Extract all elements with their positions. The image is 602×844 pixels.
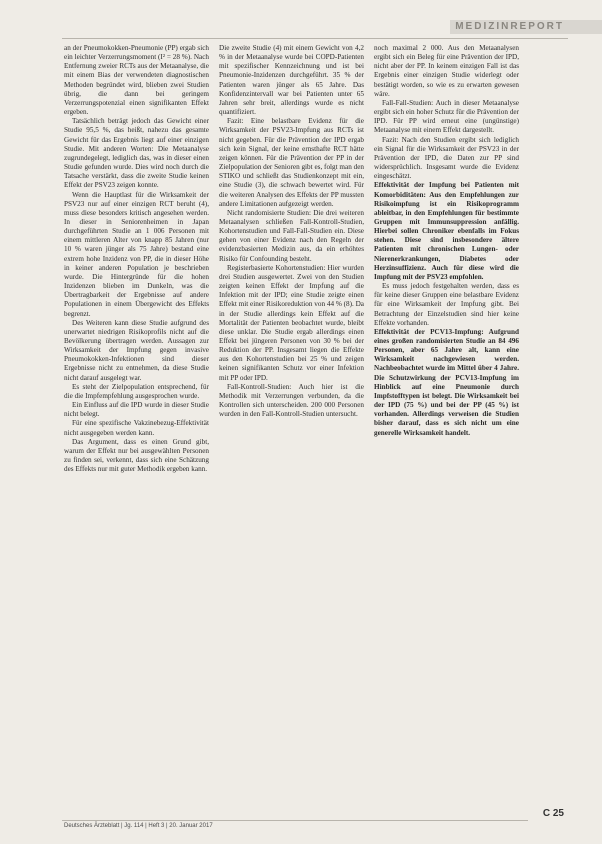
header-rule xyxy=(62,38,568,39)
text-column-1 xyxy=(64,44,209,474)
paragraph: Fall-Fall-Studien: Auch in dieser Metaanalyse ergibt sich ein hoher Schutz für die Prävention der IPD. Für PP wird erneut eine (ungünstige) Metaanalyse mit einem Effekt dargestellt. xyxy=(374,98,519,135)
paragraph: an der Pneumokokken-Pneumonie (PP) ergab sich ein leichter Verzerrungsmoment (I² = 28 %). Nach Entfernung zweier RCTs aus der Metaanalyse, die mit einem Bias der verwendeten diagnostischen Methoden begründet wird, blieben zwei Studien übrig, die dann bei geringem Verzerrungspotenzial einen signifikanten Effekt ergeben. xyxy=(64,44,209,117)
page-number: C 25 xyxy=(542,808,564,819)
paragraph: Fazit: Eine belastbare Evidenz für die Wirksamkeit der PSV23-Impfung aus RCTs ist nicht gegeben. Für die Prävention der IPD ergab sich kein Signal, der keine ernsthafte RCT hätte zeigen können. Für die Prävention der PP in der Zielpopulation der Senioren gibt es, folgt man den STIKO und schließt das Studienkonzept mit ein, eine Studie (3), die schwach bewertet wird. Für die weiteren Analysen des Effekts der PP mussten andere Limitationen aufgezeigt werden. xyxy=(219,117,364,208)
paragraph: Ein Einfluss auf die IPD wurde in dieser Studie nicht belegt. xyxy=(64,401,209,419)
paragraph: Nicht randomisierte Studien: Die drei weiteren Metaanalysen schließen Fall-Kontroll-Studien, Kohortenstudien und Fall-Fall-Studien ein. Diese gehen von einer Evidenz nach den Regeln der evidenzbasierten Medizin aus, da ein erhöhtes Risiko für Confounding besteht. xyxy=(219,208,364,263)
paragraph: Wenn die Hauptlast für die Wirksamkeit der PSV23 nur auf einer einzigen RCT beruht (4), muss diese besonders kritisch angesehen werden. In dieser in Seniorenheimen in Japan durchgeführten Studie an 1 006 Personen mit einem mittleren Alter von knapp 85 Jahren (nur 10 % waren jünger als 75 Jahre) bestand eine extrem hohe Inzidenz von PP, die in dieser Höhe in keiner anderen Population je beschrieben wurde. Die Hintergründe für die hohen Inzidenzen blieben im Dunkeln, was die Übertragbarkeit der Ergebnisse auf andere Populationen in einem Übergewicht des Effekts begrenzt. xyxy=(64,190,209,318)
section-title: MEDIZINREPORT xyxy=(455,21,564,32)
text-column-2 xyxy=(219,44,364,419)
paragraph: Des Weiteren kann diese Studie aufgrund des unerwartet niedrigen Risikoprofils nicht auf die Bevölkerung übertragen werden. Aussagen zur Wirksamkeit der Impfung gegen invasive Pneumokokken-Infektionen sind dieser Ergebnisse nicht zu entnehmen, da diese Studie nicht darauf ausgelegt war. xyxy=(64,318,209,382)
paragraph: Die zweite Studie (4) mit einem Gewicht von 4,2 % in der Metaanalyse wurde bei COPD-Patienten mit spezifischer Kennzeichnung und ist bei Pneumonie-Inzidenzen durchgeführt. 35 % der Patienten waren jünger als 65 Jahre. Das Konfidenzintervall war bei Patienten unter 65 Jahren sehr breit, allerdings wurde es nicht quantifiziert. xyxy=(219,44,364,117)
paragraph: Es steht der Zielpopulation entsprechend, für die die Impfempfehlung ausgesprochen wurde. xyxy=(64,382,209,400)
paragraph: Effektivität der Impfung bei Patienten mit Komorbiditäten: Aus den Empfehlungen zur Risikoimpfung ist ein Risikoprogramm ableitbar, in den Empfehlungen für bestimmte Gruppen mit Immunsuppression anfällig. Hierbei sollen Chroniker ebenfalls im Fokus stehen. Diese sind insbesondere ältere Patienten mit chronischen Lungen- oder Nierenerkrankungen, Diabetes oder Herzinsuffizienz. Auch für diese wird die Impfung mit der PSV23 empfohlen. xyxy=(374,181,519,281)
paragraph: Registerbasierte Kohortenstudien: Hier wurden drei Studien ausgewertet. Zwei von den Studien zeigten keinen Effekt der Impfung auf die Infektion mit der IPD; eine Studie zeigte einen Effekt mit einer Risikoreduktion von 44 % (8). Da in der Studie allerdings kein Effekt auf die Mortalität der Patienten beobachtet wurde, bleibt diese unklar. Die Studie ergab allerdings einen Effekt bei jüngeren Personen von 30 % bei der Reduktion der PP. Insgesamt liegen die Effekte aus den Kohortenstudien bei 25 % und zeigen keinen signifikanten Schutz vor einer Infektion mit PP oder IPD. xyxy=(219,263,364,382)
paragraph: Fazit: Nach den Studien ergibt sich lediglich ein Signal für die Wirksamkeit der PSV23 in der Prävention der IPD, die Daten zur PP sind widersprüchlich. Insgesamt wurde die Evidenz eingeschätzt. xyxy=(374,135,519,181)
paragraph: Fall-Kontroll-Studien: Auch hier ist die Methodik mit Verzerrungen verbunden, da die Kontrollen sich unterscheiden. 200 000 Personen wurden in den Fall-Kontroll-Studien untersucht. xyxy=(219,382,364,419)
paragraph: Effektivität der PCV13-Impfung: Aufgrund eines großen randomisierten Studie an 84 496 Personen, aber 65 Jahre alt, kann eine Wirksamkeit nachgewiesen werden. Nachbeobachtet wurde im Mittel über 4 Jahre. Die Schutzwirkung der PCV13-Impfung im Hinblick auf eine Pneumonie durch Impfstofftypen ist belegt. Die Wirksamkeit bei der IPD (75 %) und bei der PP (45 %) ist vorhanden. Allerdings verweisen die Studien bisher darauf, dass es sich nicht um eine generelle Wirksamkeit handelt. xyxy=(374,327,519,437)
footer-rule xyxy=(62,820,528,821)
text-column-3 xyxy=(374,44,519,438)
paragraph: Es muss jedoch festgehalten werden, dass es für keine dieser Gruppen eine belastbare Evidenz für eine Wirksamkeit der Impfung gibt. Bei Betrachtung der Einzelstudien sind hier keine Effekte vorhanden. xyxy=(374,282,519,327)
paragraph: Das Argument, dass es einen Grund gibt, warum der Effekt nur bei ausgewählten Personen zu finden sei, verkennt, dass sich eine Schätzung des Effekts nur mit guter Methodik ergeben kann. xyxy=(64,437,209,474)
paragraph: Für eine spezifische Vakzinebezug-Effektivität nicht ausgegeben werden kann. xyxy=(64,419,209,437)
paragraph: noch maximal 2 000. Aus den Metaanalysen ergibt sich ein Beleg für eine Prävention der IPD, nicht aber der PP. In keinem einzigen Fall ist das Ergebnis einer einzigen Studie widerlegt oder bestätigt worden, so wie es zu erwarten gewesen wäre. xyxy=(374,44,519,98)
paragraph: Tatsächlich beträgt jedoch das Gewicht einer Studie 95,5 %, das heißt, nahezu das gesamte Gewicht für das Ergebnis liegt auf einer einzigen Studie. Mit anderen Worten: Die Metaanalyse zugrundegelegt, lediglich das, was in dieser einen Studie gefunden wurde. Dies wird noch durch die Tatsache verstärkt, dass die zweite Studie keinen Effekt der PSV23 zeigen konnte. xyxy=(64,117,209,190)
journal-citation: Deutsches Ärzteblatt | Jg. 114 | Heft 3 | 20. Januar 2017 xyxy=(64,823,213,829)
